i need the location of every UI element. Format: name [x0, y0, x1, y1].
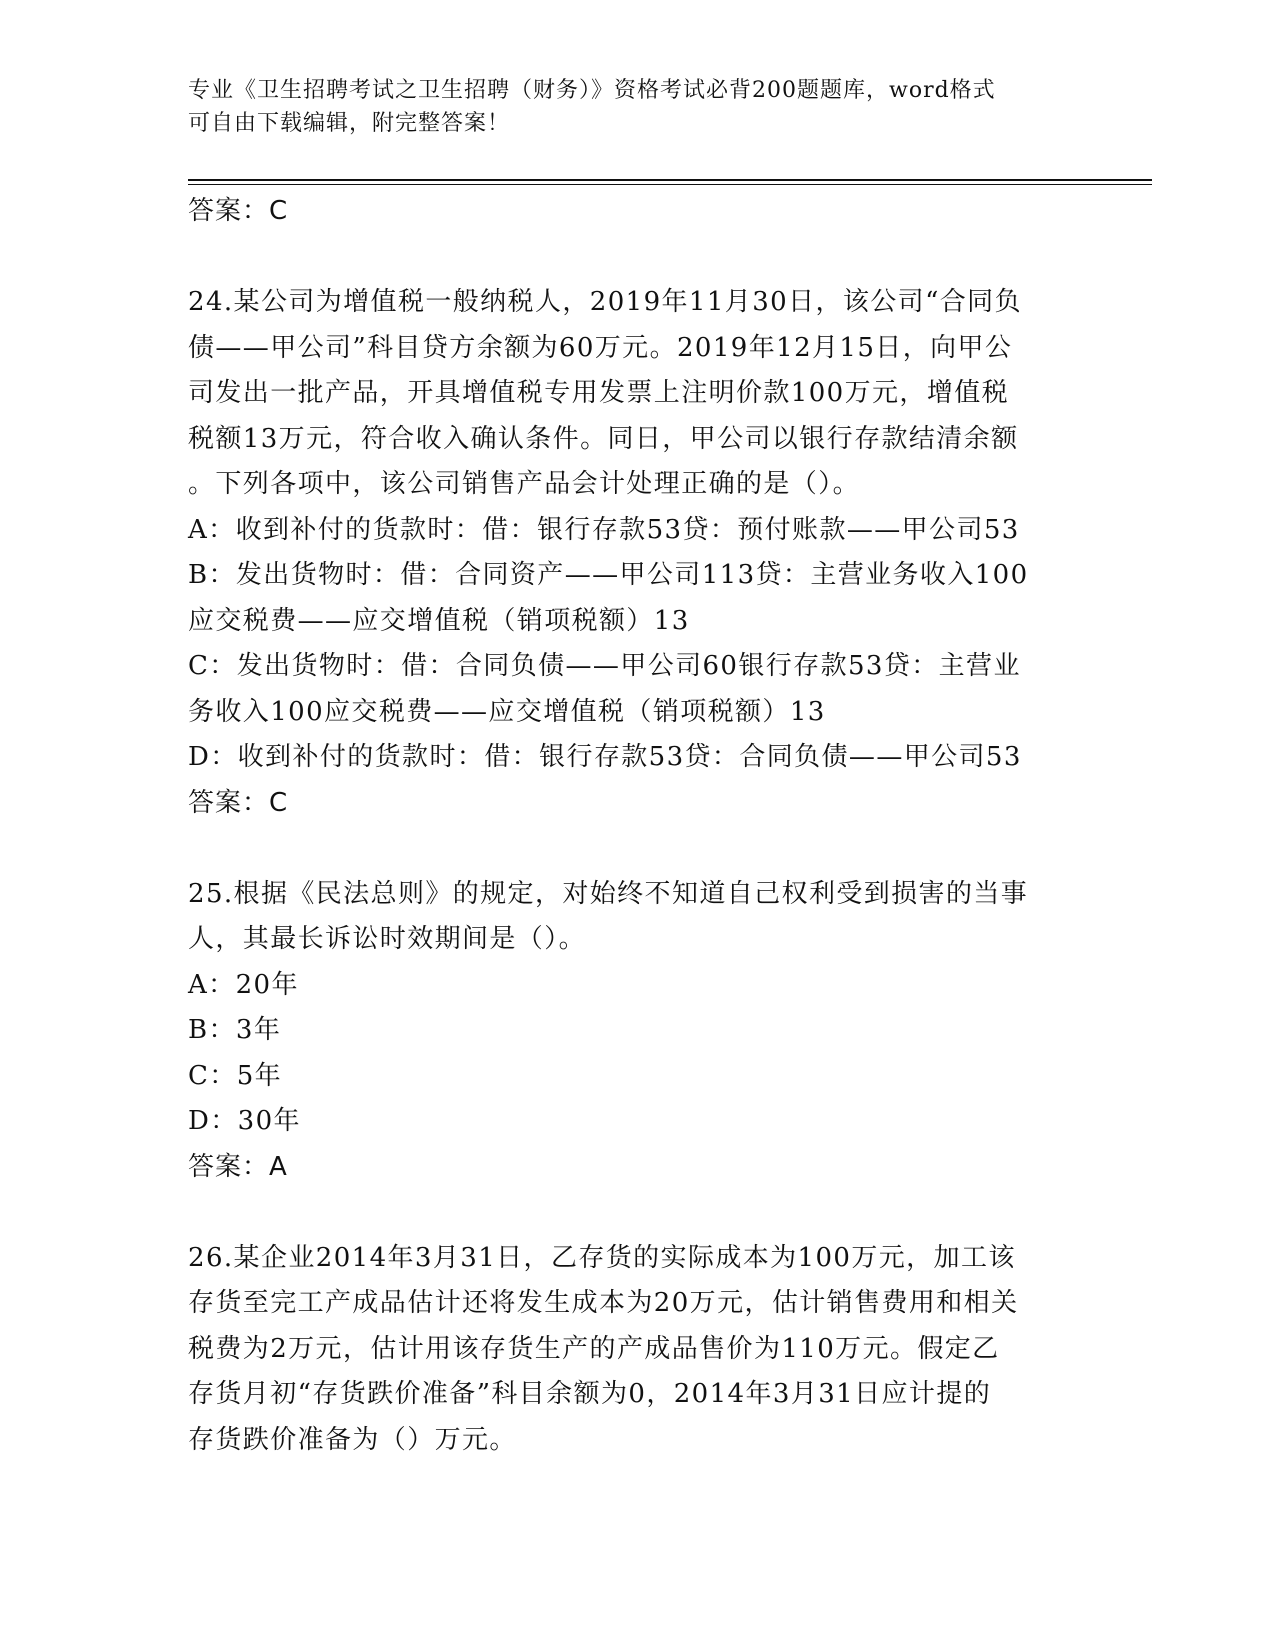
option-c: C：5年: [188, 1060, 283, 1091]
page-header: [188, 74, 1088, 140]
option-d: D：收到补付的货款时：借：银行存款53贷：合同负债——甲公司53: [188, 742, 1022, 772]
answer-line: 答案：A: [188, 1151, 288, 1182]
question-text-line: 存货跌价准备为（）万元。: [188, 1424, 517, 1455]
header-line: 可自由下载编辑，附完整答案！: [188, 111, 511, 136]
question-text-line: 司发出一批产品，开具增值税专用发票上注明价款100万元，增值税: [188, 378, 1010, 408]
answer-line: 答案：C: [188, 787, 289, 818]
question-text-line: 税费为2万元，估计用该存货生产的产成品售价为110万元。假定乙: [188, 1333, 1000, 1364]
question-text-line: 24.某公司为增值税一般纳税人，2019年11月30日，该公司“合同负: [188, 287, 1022, 317]
question-24: [188, 280, 1088, 826]
header-divider: [188, 179, 1152, 181]
spacer: [188, 1190, 1088, 1236]
question-text-line: 。下列各项中，该公司销售产品会计处理正确的是（）。: [188, 469, 861, 499]
question-25: [188, 872, 1088, 1191]
option-d: D：30年: [188, 1106, 301, 1136]
document-body: [188, 189, 1088, 1463]
question-text-line: 26.某企业2014年3月31日，乙存货的实际成本为100万元，加工该: [188, 1242, 1016, 1273]
question-26: [188, 1236, 1088, 1464]
header-divider: [188, 184, 1152, 185]
option-c-continued: 务收入100应交税费——应交增值税（销项税额）13: [188, 696, 826, 727]
option-c: C：发出货物时：借：合同负债——甲公司60银行存款53贷：主营业: [188, 651, 1021, 681]
option-b: B：发出货物时：借：合同资产——甲公司113贷：主营业务收入100: [188, 560, 1029, 590]
answer-line: 答案：C: [188, 196, 289, 226]
option-a: A：收到补付的货款时：借：银行存款53贷：预付账款——甲公司53: [188, 514, 1020, 545]
question-text-line: 存货至完工产成品估计还将发生成本为20万元，估计销售费用和相关: [188, 1288, 1019, 1318]
question-text-line: 25.根据《民法总则》的规定，对始终不知道自己权利受到损害的当事: [188, 878, 1029, 909]
header-line: 专业《卫生招聘考试之卫生招聘（财务）》资格考试必背200题题库，word格式: [188, 78, 996, 103]
question-text-line: 人，其最长诉讼时效期间是（）。: [188, 924, 587, 954]
question-text-line: 税额13万元，符合收入确认条件。同日，甲公司以银行存款结清余额: [188, 423, 1019, 454]
spacer: [188, 826, 1088, 872]
question-text-line: 存货月初“存货跌价准备”科目余额为0，2014年3月31日应计提的: [188, 1379, 992, 1409]
question-text-line: 债——甲公司”科目贷方余额为60万元。2019年12月15日，向甲公: [188, 332, 1013, 363]
option-a: A：20年: [188, 969, 299, 1000]
option-b: B：3年: [188, 1015, 282, 1045]
spacer: [188, 235, 1088, 281]
option-b-continued: 应交税费——应交增值税（销项税额）13: [188, 605, 690, 636]
